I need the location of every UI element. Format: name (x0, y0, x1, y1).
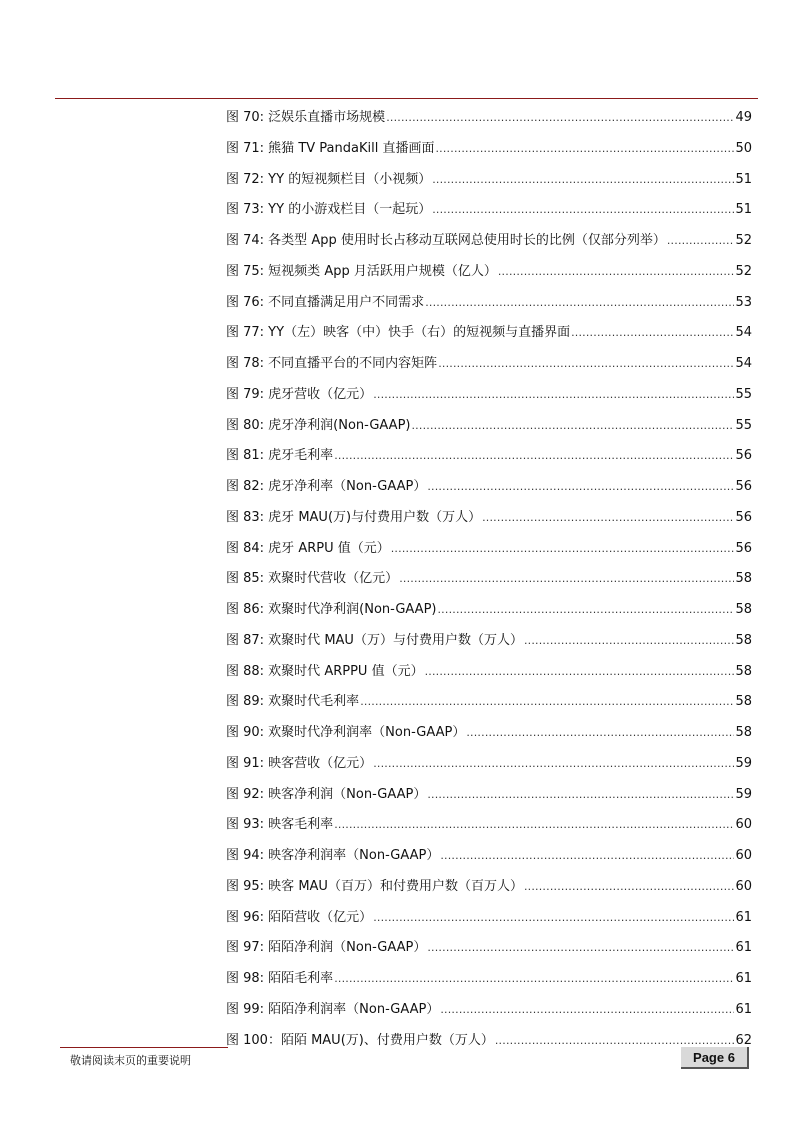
toc-entry[interactable] (226, 444, 752, 475)
toc-entry[interactable] (226, 936, 752, 967)
toc-dot-leader (437, 602, 734, 617)
toc-entry[interactable] (226, 198, 752, 229)
toc-dot-leader (411, 418, 734, 433)
toc-entry[interactable] (226, 352, 752, 383)
toc-entry-title: 图 88: 欢聚时代 ARPPU 值（元） (226, 663, 424, 679)
toc-dot-leader (386, 110, 734, 125)
toc-entry[interactable] (226, 598, 752, 629)
toc-entry-title: 图 98: 陌陌毛利率 (226, 971, 334, 986)
toc-entry-title: 图 83: 虎牙 MAU(万)与付费用户数（万人） (226, 509, 482, 525)
toc-entry-title: 图 92: 映客净利润（Non-GAAP） (226, 786, 427, 802)
toc-entry-page-number: 60 (735, 848, 752, 863)
footer-rule (60, 1047, 228, 1048)
toc-entry-title: 图 82: 虎牙净利率（Non-GAAP） (226, 479, 427, 494)
toc-entry[interactable] (226, 752, 752, 783)
toc-entry-page-number: 51 (735, 171, 752, 187)
toc-dot-leader (435, 141, 734, 156)
toc-entry-page-number: 61 (735, 909, 752, 925)
toc-entry[interactable] (226, 998, 752, 1029)
toc-entry-page-number: 50 (735, 140, 752, 156)
toc-entry[interactable] (226, 875, 752, 906)
toc-entry-title: 图 96: 陌陌营收（亿元） (226, 909, 373, 925)
toc-dot-leader (425, 295, 734, 310)
toc-entry-page-number: 62 (735, 1032, 752, 1048)
toc-dot-leader (373, 387, 734, 402)
toc-dot-leader (524, 879, 735, 894)
toc-dot-leader (427, 940, 734, 955)
toc-entry-page-number: 51 (735, 202, 752, 218)
toc-entry[interactable] (226, 291, 752, 322)
toc-entry-page-number: 61 (735, 971, 752, 986)
toc-dot-leader (334, 448, 734, 463)
toc-entry-title: 图 94: 映客净利润率（Non-GAAP） (226, 848, 440, 863)
toc-entry-title: 图 95: 映客 MAU（百万）和付费用户数（百万人） (226, 878, 523, 894)
toc-dot-leader (440, 1002, 734, 1017)
toc-entry[interactable] (226, 721, 752, 752)
toc-entry-title: 图 73: YY 的小游戏栏目（一起玩） (226, 202, 432, 218)
toc-entry-page-number: 58 (735, 663, 752, 679)
toc-entry[interactable] (226, 813, 752, 844)
toc-entry-title: 图 85: 欢聚时代营收（亿元） (226, 571, 399, 587)
toc-entry-title: 图 72: YY 的短视频栏目（小视频） (226, 171, 432, 187)
toc-dot-leader (667, 233, 735, 248)
toc-entry[interactable] (226, 1029, 752, 1060)
toc-entry[interactable] (226, 137, 752, 168)
toc-entry[interactable] (226, 967, 752, 998)
toc-dot-leader (399, 571, 734, 586)
toc-entry-title: 图 93: 映客毛利率 (226, 817, 334, 833)
toc-entry[interactable] (226, 660, 752, 691)
toc-entry-title: 图 97: 陌陌净利润（Non-GAAP） (226, 940, 427, 956)
toc-entry[interactable] (226, 260, 752, 291)
toc-dot-leader (391, 541, 735, 556)
toc-dot-leader (571, 325, 734, 340)
toc-entry[interactable] (226, 321, 752, 352)
toc-entry-page-number: 58 (735, 571, 752, 587)
toc-entry-page-number: 52 (735, 263, 752, 279)
toc-entry-page-number: 49 (735, 110, 752, 125)
toc-entry[interactable] (226, 168, 752, 199)
toc-dot-leader (373, 756, 734, 771)
toc-entry[interactable] (226, 629, 752, 660)
toc-entry-page-number: 54 (735, 356, 752, 371)
toc-dot-leader (482, 510, 734, 525)
toc-dot-leader (432, 172, 734, 187)
toc-entry-page-number: 54 (735, 325, 752, 341)
toc-entry-title: 图 70: 泛娱乐直播市场规模 (226, 110, 386, 125)
toc-entry-title: 图 84: 虎牙 ARPU 值（元） (226, 540, 390, 556)
toc-entry-page-number: 58 (735, 725, 752, 740)
toc-dot-leader (425, 664, 735, 679)
footer-disclaimer-note: 敬请阅读末页的重要说明 (70, 1054, 191, 1067)
toc-entry-page-number: 58 (735, 632, 752, 648)
toc-dot-leader (466, 725, 734, 740)
toc-entry-title: 图 91: 映客营收（亿元） (226, 755, 373, 771)
toc-dot-leader (427, 787, 734, 802)
toc-entry-page-number: 56 (735, 540, 752, 556)
toc-entry-title: 图 80: 虎牙净利润(Non-GAAP) (226, 417, 411, 433)
toc-entry-page-number: 55 (735, 386, 752, 402)
toc-entry[interactable] (226, 906, 752, 937)
toc-dot-leader (440, 848, 734, 863)
toc-entry-page-number: 52 (735, 233, 752, 248)
toc-dot-leader (438, 356, 734, 371)
toc-dot-leader (360, 694, 734, 709)
toc-entry[interactable] (226, 229, 752, 260)
toc-entry-page-number: 61 (735, 940, 752, 956)
toc-entry-title: 图 99: 陌陌净利润率（Non-GAAP） (226, 1001, 440, 1017)
toc-entry[interactable] (226, 567, 752, 598)
toc-entry-title: 图 81: 虎牙毛利率 (226, 448, 334, 464)
toc-entry-page-number: 60 (735, 817, 752, 833)
toc-entry[interactable] (226, 106, 752, 137)
toc-dot-leader (432, 202, 734, 217)
page-number-badge: Page 6 (681, 1047, 749, 1069)
toc-entry[interactable] (226, 844, 752, 875)
toc-entry[interactable] (226, 414, 752, 445)
toc-entry[interactable] (226, 690, 752, 721)
toc-dot-leader (427, 479, 734, 494)
toc-entry[interactable] (226, 783, 752, 814)
toc-entry-page-number: 59 (735, 786, 752, 802)
toc-dot-leader (373, 910, 734, 925)
toc-entry-title: 图 100：陌陌 MAU(万)、付费用户数（万人） (226, 1032, 494, 1048)
toc-dot-leader (495, 1033, 735, 1048)
toc-entry-page-number: 55 (735, 417, 752, 433)
toc-entry-page-number: 61 (735, 1001, 752, 1017)
toc-dot-leader (498, 264, 735, 279)
toc-entry-title: 图 71: 熊猫 TV PandaKill 直播画面 (226, 140, 435, 156)
figure-index-list (226, 106, 752, 1059)
toc-entry[interactable] (226, 537, 752, 568)
toc-entry-title: 图 86: 欢聚时代净利润(Non-GAAP) (226, 602, 437, 617)
toc-entry-page-number: 58 (735, 602, 752, 617)
toc-entry-page-number: 60 (735, 878, 752, 894)
toc-entry-page-number: 53 (735, 294, 752, 310)
toc-entry-page-number: 56 (735, 509, 752, 525)
toc-entry-page-number: 56 (735, 479, 752, 494)
toc-entry-title: 图 89: 欢聚时代毛利率 (226, 694, 360, 710)
toc-entry[interactable] (226, 475, 752, 506)
toc-dot-leader (334, 971, 734, 986)
toc-entry-title: 图 87: 欢聚时代 MAU（万）与付费用户数（万人） (226, 632, 523, 648)
toc-entry-title: 图 79: 虎牙营收（亿元） (226, 386, 373, 402)
toc-dot-leader (334, 817, 734, 832)
header-rule (55, 98, 758, 99)
toc-entry-title: 图 77: YY（左）映客（中）快手（右）的短视频与直播界面 (226, 325, 571, 341)
toc-entry-title: 图 74: 各类型 App 使用时长占移动互联网总使用时长的比例（仅部分列举） (226, 233, 666, 248)
toc-entry-page-number: 58 (735, 694, 752, 710)
toc-entry[interactable] (226, 383, 752, 414)
toc-entry-title: 图 78: 不同直播平台的不同内容矩阵 (226, 356, 438, 371)
toc-entry-title: 图 75: 短视频类 App 月活跃用户规模（亿人） (226, 263, 497, 279)
toc-dot-leader (524, 633, 735, 648)
toc-entry-title: 图 76: 不同直播满足用户不同需求 (226, 294, 425, 310)
toc-entry-page-number: 59 (735, 755, 752, 771)
toc-entry-title: 图 90: 欢聚时代净利润率（Non-GAAP） (226, 725, 466, 740)
toc-entry-page-number: 56 (735, 448, 752, 464)
toc-entry[interactable] (226, 506, 752, 537)
